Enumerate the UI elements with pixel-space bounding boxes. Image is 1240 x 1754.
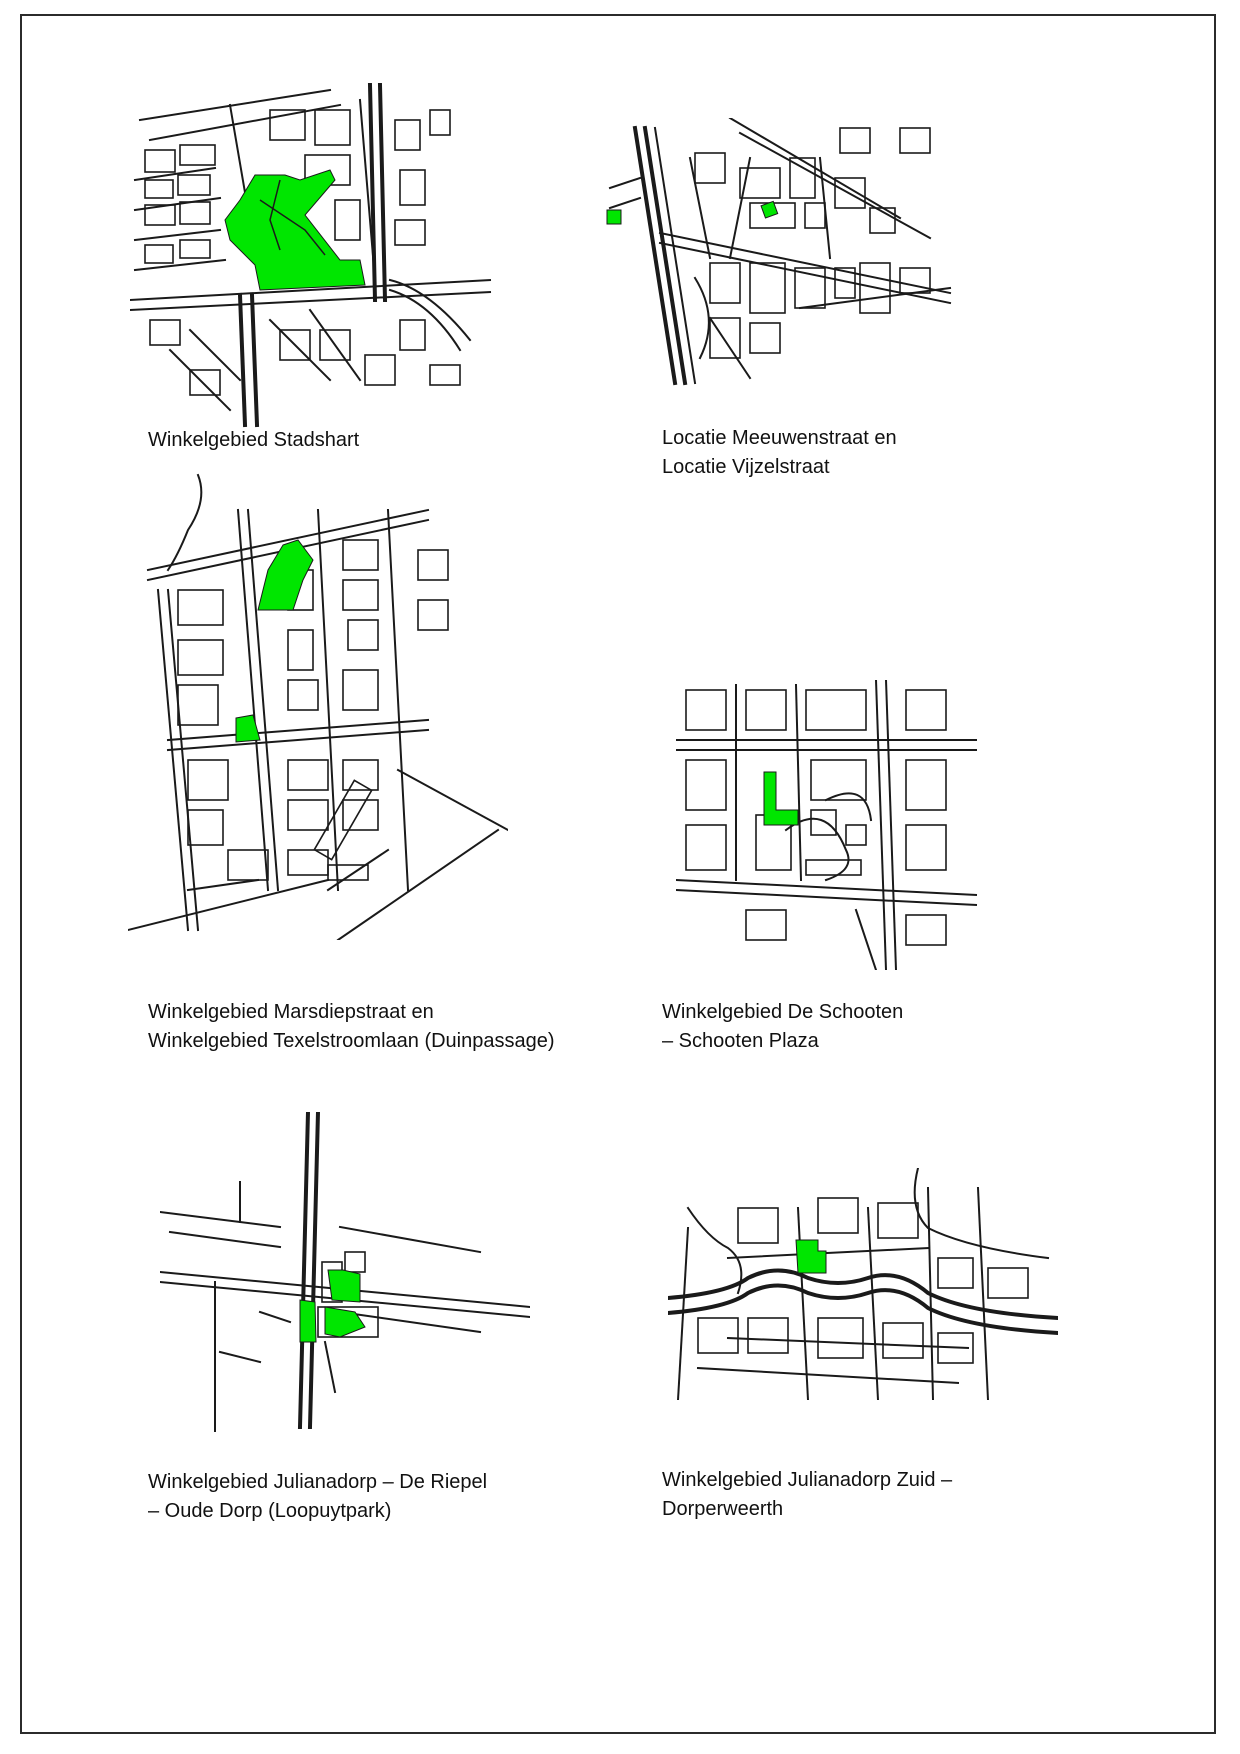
map-marsdiep-drawing [128,470,508,940]
caption-line: Winkelgebied Stadshart [148,429,360,451]
caption-line: Dorperweerth [662,1498,784,1520]
map-julianadorp-zuid [668,1168,1058,1400]
caption-line: – Oude Dorp (Loopuytpark) [148,1500,392,1522]
map-riepel-drawing [160,1112,530,1432]
map-de-schooten [676,680,992,970]
caption-stadshart [148,426,359,455]
map-schooten-drawing [676,680,992,970]
caption-julianadorp-de-riepel [148,1468,487,1526]
map-highlight-loopuytpark [325,1307,365,1337]
caption-line: Locatie Meeuwenstraat en [662,427,897,449]
map-julianadorp-de-riepel [160,1112,530,1432]
map-meeuwenstraat-drawing [600,118,960,388]
caption-line: Winkelgebied Julianadorp – De Riepel [148,1471,488,1493]
map-highlight-meeuwenstraat [607,210,621,224]
caption-line: Locatie Vijzelstraat [662,456,830,478]
caption-de-schooten [662,998,903,1056]
map-marsdiepstraat-texelstroomlaan [128,470,508,940]
map-stadshart [130,80,500,430]
map-highlight-dorperweerth [796,1240,826,1273]
caption-line: Winkelgebied Texelstroomlaan (Duinpassage) [148,1030,555,1052]
caption-marsdiepstraat-texelstroomlaan [148,998,555,1056]
map-stadshart-drawing [130,80,500,430]
caption-julianadorp-zuid [662,1466,952,1524]
caption-line: – Schooten Plaza [662,1030,819,1052]
map-zuid-drawing [668,1168,1058,1400]
map-highlight-vijzelstraat [761,201,778,218]
caption-line: Winkelgebied Marsdiepstraat en [148,1001,434,1023]
map-highlight-oude-dorp [300,1300,316,1342]
map-meeuwenstraat-vijzelstraat [600,118,960,388]
map-highlight-marsdiepstraat [258,540,313,610]
caption-line: Winkelgebied Julianadorp Zuid – [662,1469,953,1491]
caption-line: Winkelgebied De Schooten [662,1001,904,1023]
map-highlight-texelstroomlaan [236,715,260,742]
map-highlight-de-riepel [328,1270,360,1302]
caption-meeuwenstraat-vijzelstraat [662,424,897,482]
map-highlight-schooten-plaza [764,772,798,825]
